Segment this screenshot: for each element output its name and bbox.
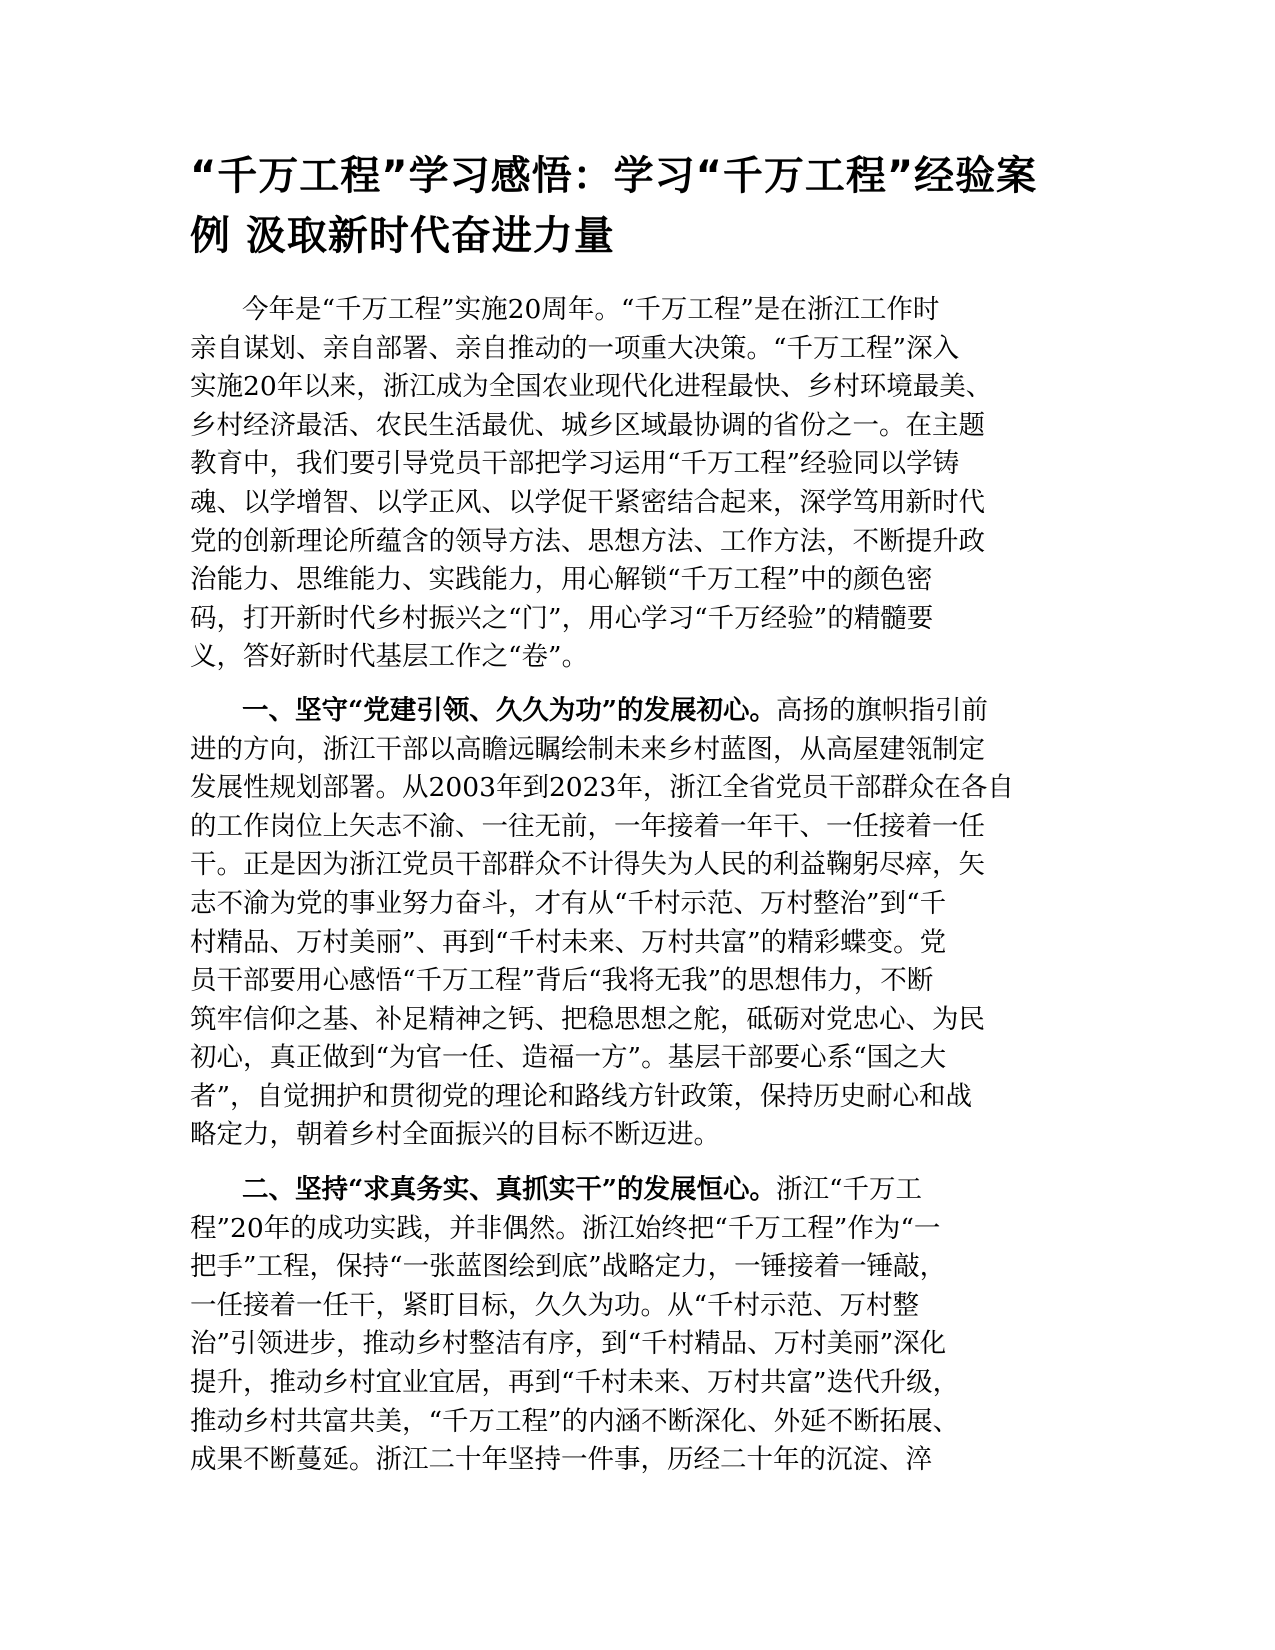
title-line: 例 汲取新时代奋进力量: [190, 213, 615, 259]
section-one-paragraph: [190, 692, 1090, 1155]
paragraph-line: 把手”工程，保持“一张蓝图绘到底”战略定力，一锤接着一锤敲，: [190, 1251, 947, 1283]
section-two-paragraph: [190, 1171, 1090, 1480]
paragraph-line: [190, 692, 1090, 731]
paragraph-line: 推动乡村共富共美，“千万工程”的内涵不断深化、外延不断拓展、: [190, 1405, 960, 1437]
paragraph-line: 初心，真正做到“为官一任、造福一方”。基层干部要心系“国之大: [190, 1042, 947, 1074]
paragraph-line: 义，答好新时代基层工作之“卷”。: [190, 641, 589, 673]
paragraph-line: 党的创新理论所蕴含的领导方法、思想方法、工作方法，不断提升政: [190, 525, 985, 557]
paragraph-line: 进的方向，浙江干部以高瞻远瞩绘制未来乡村蓝图，从高屋建瓴制定: [190, 733, 985, 765]
paragraph-line: [190, 1171, 1090, 1210]
title-line: “千万工程”学习感悟：学习“千万工程”经验案: [190, 153, 1038, 199]
intro-paragraph: [190, 291, 1090, 677]
paragraph-line: 略定力，朝着乡村全面振兴的目标不断迈进。: [190, 1119, 720, 1151]
page-title: [190, 146, 1090, 266]
paragraph-line: 志不渝为党的事业努力奋斗，才有从“千村示范、万村整治”到“千: [190, 887, 947, 919]
paragraph-line: 程”20年的成功实践，并非偶然。浙江始终把“千万工程”作为“一: [190, 1212, 941, 1244]
paragraph-line: 村精品、万村美丽”、再到“千村未来、万村共富”的精彩蝶变。党: [190, 926, 947, 958]
paragraph-line: 成果不断蔓延。浙江二十年坚持一件事，历经二十年的沉淀、淬: [190, 1444, 932, 1476]
section-one-lead-rest: 高扬的旗帜指引前: [776, 694, 988, 726]
paragraph-line: 亲自谋划、亲自部署、亲自推动的一项重大决策。“千万工程”深入: [190, 332, 960, 364]
paragraph-line: 治”引领进步，推动乡村整洁有序，到“千村精品、万村美丽”深化: [190, 1328, 947, 1360]
paragraph-line: 筑牢信仰之基、补足精神之钙、把稳思想之舵，砥砺对党忠心、为民: [190, 1003, 985, 1035]
paragraph-line: 教育中，我们要引导党员干部把学习运用“千万工程”经验同以学铸: [190, 448, 960, 480]
section-one-heading: 一、坚守“党建引领、久久为功”的发展初心。: [242, 694, 776, 726]
section-two-heading: 二、坚持“求真务实、真抓实干”的发展恒心。: [242, 1174, 776, 1206]
paragraph-line: 的工作岗位上矢志不渝、一往无前，一年接着一年干、一任接着一任: [190, 810, 985, 842]
paragraph-line: 码，打开新时代乡村振兴之“门”，用心学习“千万经验”的精髓要: [190, 602, 934, 634]
paragraph-line: 员干部要用心感悟“千万工程”背后“我将无我”的思想伟力，不断: [190, 965, 934, 997]
paragraph-line: 干。正是因为浙江党员干部群众不计得失为人民的利益鞠躬尽瘁，矢: [190, 849, 985, 881]
paragraph-line: 治能力、思维能力、实践能力，用心解锁“千万工程”中的颜色密: [190, 564, 933, 596]
paragraph-line: 魂、以学增智、以学正风、以学促干紧密结合起来，深学笃用新时代: [190, 486, 985, 518]
paragraph-line: 一任接着一任干，紧盯目标，久久为功。从“千村示范、万村整: [190, 1289, 920, 1321]
paragraph-line: 者”，自觉拥护和贯彻党的理论和路线方针政策，保持历史耐心和战: [190, 1080, 973, 1112]
paragraph-line: 提升，推动乡村宜业宜居，再到“千村未来、万村共富”迭代升级，: [190, 1367, 960, 1399]
section-two-lead-rest: 浙江“千万工: [776, 1174, 923, 1206]
document-body: [190, 146, 1090, 1480]
paragraph-line: 实施20年以来，浙江成为全国农业现代化进程最快、乡村环境最美、: [190, 371, 993, 403]
paragraph-line: 今年是“千万工程”实施20周年。“千万工程”是在浙江工作时: [242, 294, 940, 325]
paragraph-line: 乡村经济最活、农民生活最优、城乡区域最协调的省份之一。在主题: [190, 409, 985, 441]
paragraph-line: 发展性规划部署。从2003年到2023年，浙江全省党员干部群众在各自: [190, 772, 1014, 804]
